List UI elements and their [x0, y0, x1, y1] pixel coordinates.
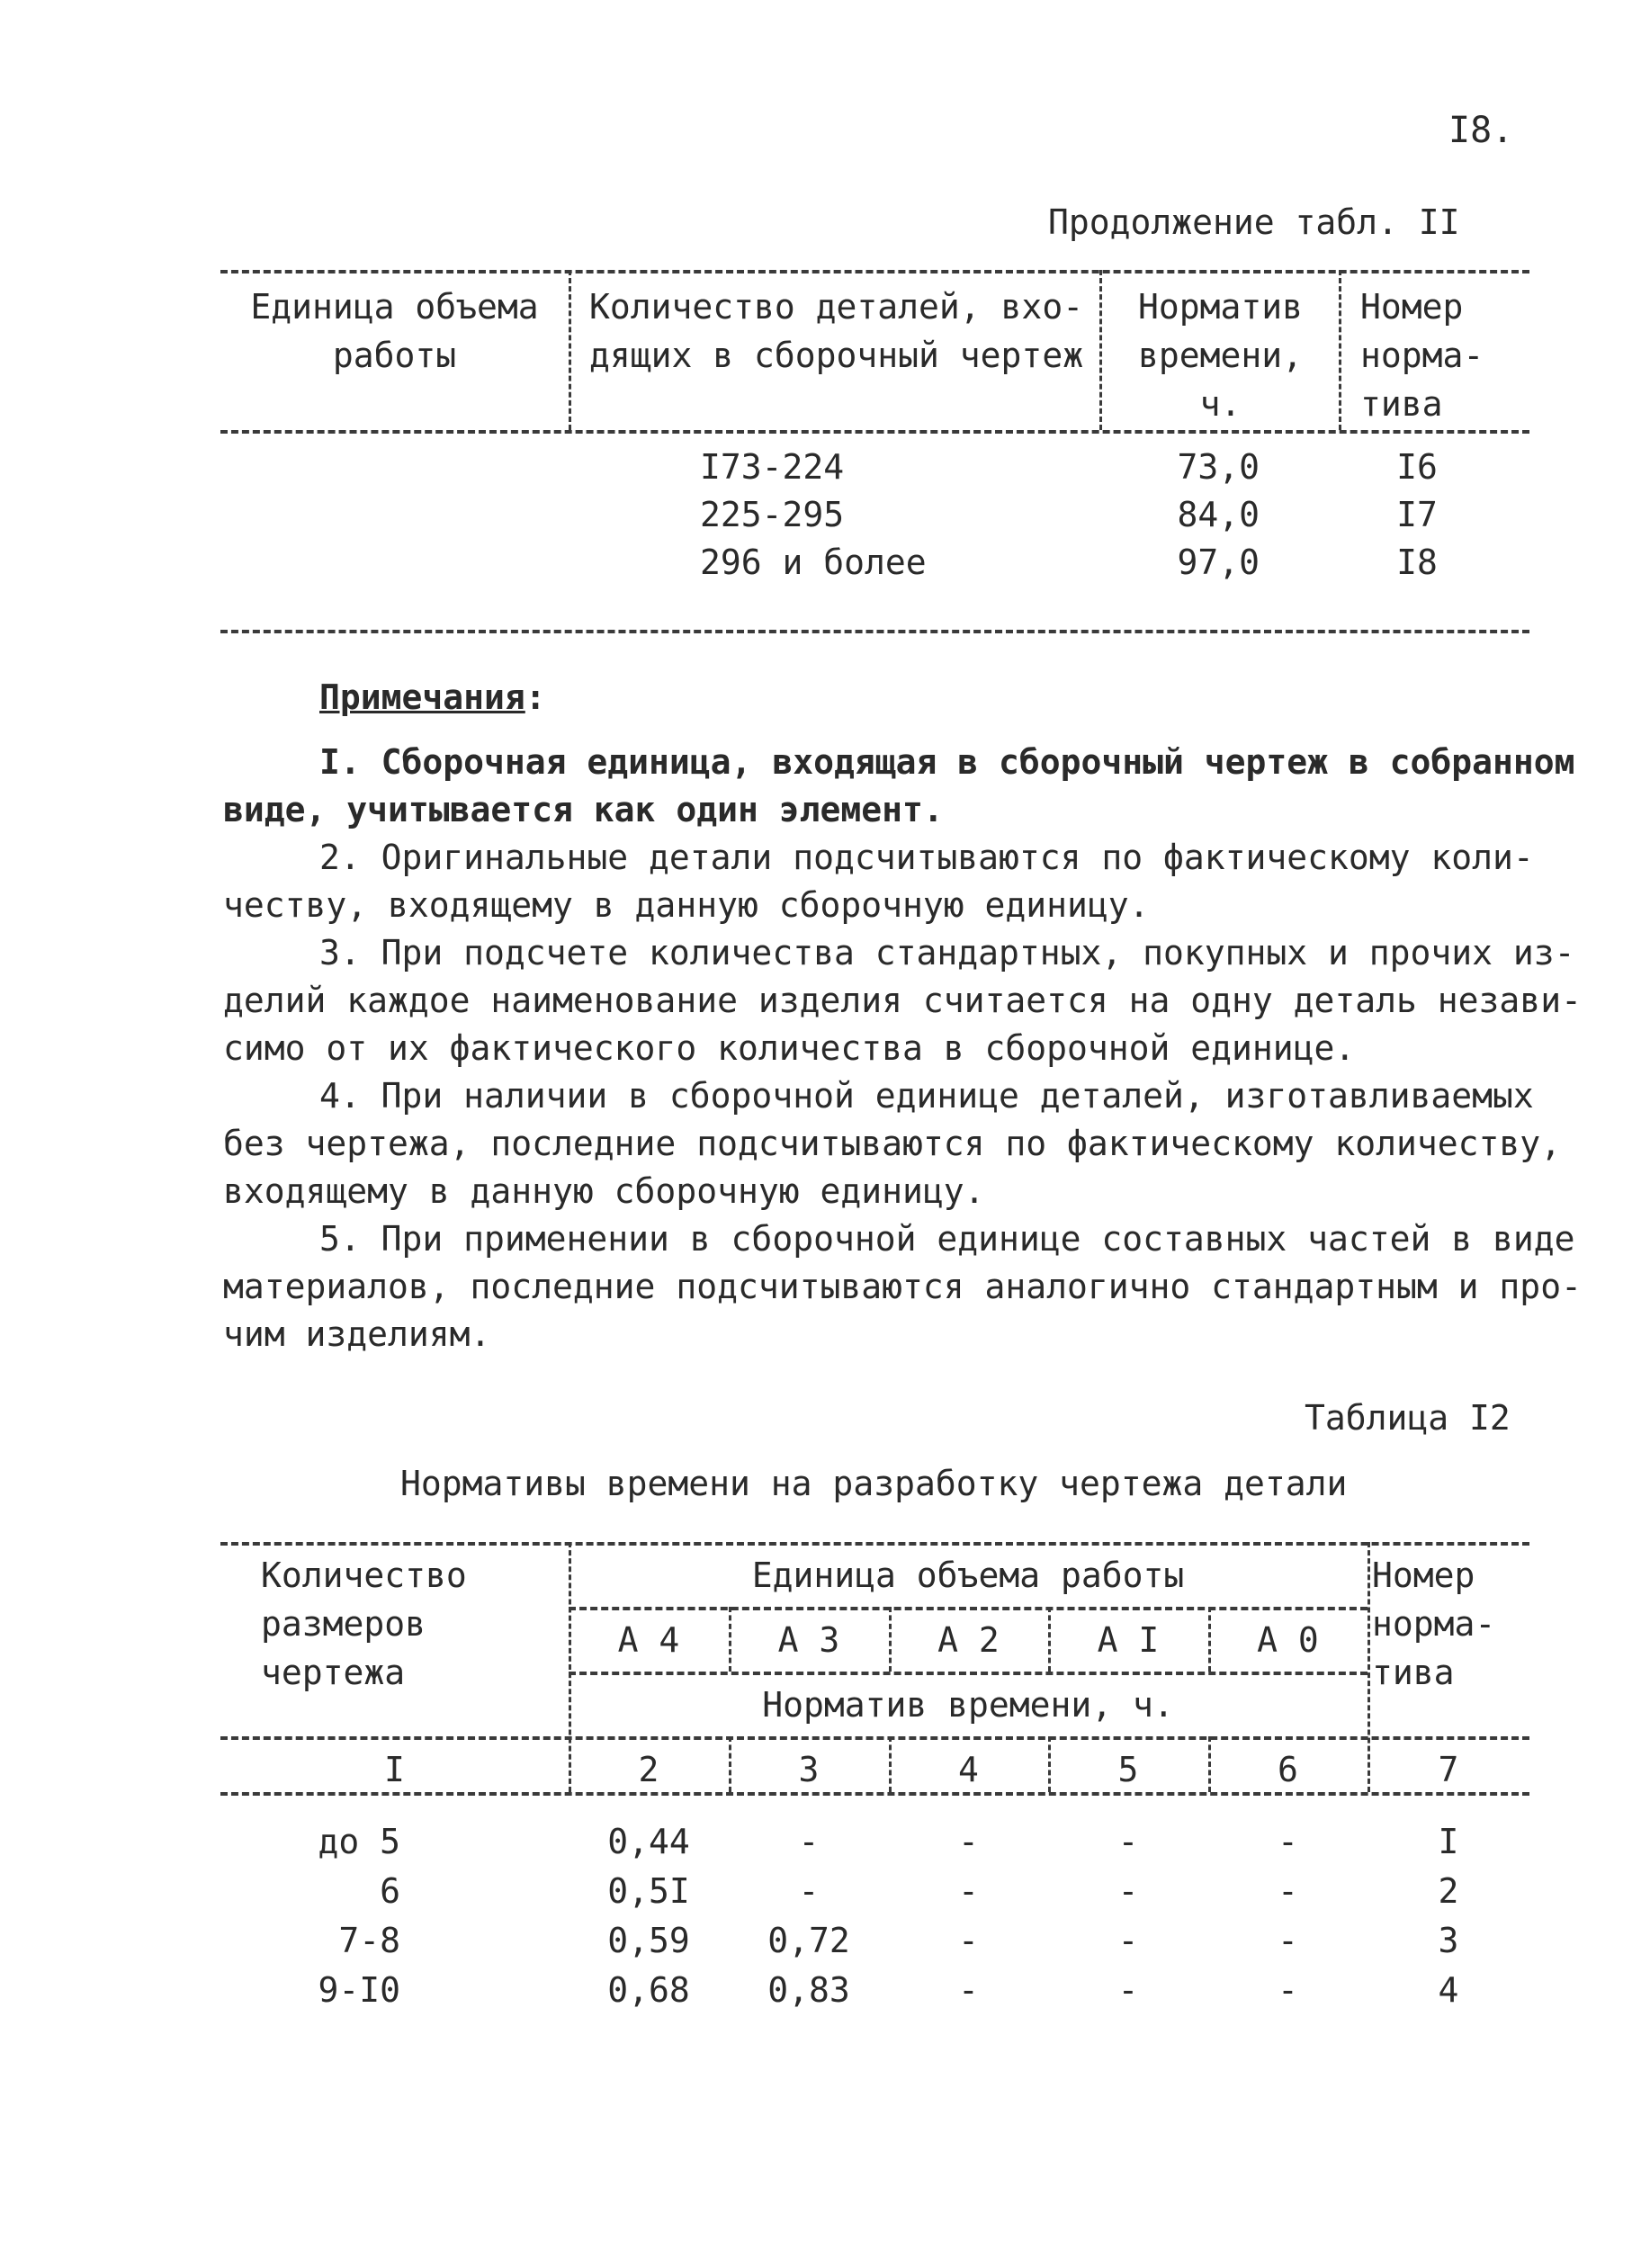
cell-a2: - — [958, 1970, 979, 2010]
cell-size: 6 — [380, 1871, 400, 1911]
table-rule — [569, 1607, 1368, 1610]
table-rule — [220, 630, 1529, 633]
header-count-line-1: Количество деталей, вхо- — [589, 287, 1084, 327]
note-line: материалов, последние подсчитываются аналогично стандартным и про- — [223, 1267, 1582, 1306]
header-unit-line-2: работы — [332, 336, 457, 375]
cell-num: 3 — [1438, 1921, 1459, 1960]
continuation-caption: Продолжение табл. II — [1048, 202, 1460, 242]
header-sizes-line-2: размеров — [261, 1604, 426, 1644]
header-sizes-line-3: чертежа — [261, 1653, 406, 1692]
header-count-line-2: дящих в сборочный чертеж — [589, 336, 1084, 375]
cell-a1: - — [1117, 1822, 1139, 1861]
page-number: I8. — [1448, 110, 1514, 151]
column-number: 5 — [1117, 1750, 1139, 1789]
header-sizes-line-1: Количество — [261, 1555, 467, 1595]
header-time-line-1: Норматив — [1137, 287, 1304, 327]
cell-a0: - — [1278, 1921, 1298, 1960]
note-line: чим изделиям. — [223, 1314, 491, 1354]
column-divider — [569, 270, 571, 430]
cell-a2: - — [958, 1871, 979, 1911]
cell-num: I7 — [1396, 495, 1438, 534]
header-num-line-1: Номер — [1360, 287, 1464, 327]
header-num-line-2: норма- — [1360, 336, 1484, 375]
cell-num: I6 — [1396, 447, 1438, 487]
header-format-a3: А 3 — [777, 1620, 840, 1660]
cell-a3: 0,72 — [767, 1921, 850, 1960]
cell-a1: - — [1117, 1871, 1139, 1911]
note-line: без чертежа, последние подсчитываются по фактическому количеству, — [223, 1124, 1562, 1163]
column-number: I — [384, 1750, 405, 1789]
header-num-line-3: тива — [1372, 1653, 1455, 1692]
cell-num: I8 — [1396, 542, 1438, 582]
cell-a3: - — [798, 1822, 820, 1861]
cell-a0: - — [1278, 1871, 1298, 1911]
cell-time: 97,0 — [1177, 542, 1260, 582]
table-rule — [220, 1736, 1529, 1740]
header-num-line-1: Номер — [1372, 1555, 1475, 1595]
header-num-line-2: норма- — [1372, 1604, 1496, 1644]
cell-count: 225-295 — [700, 495, 845, 534]
note-line: честву, входящему в данную сборочную единицу. — [223, 885, 1150, 925]
note-line: I. Сборочная единица, входящая в сборочный чертеж в собранном — [319, 742, 1575, 782]
column-number: 6 — [1278, 1750, 1298, 1789]
notes-title — [319, 677, 546, 717]
header-time-line-3: ч. — [1199, 384, 1242, 424]
note-line: 5. При применении в сборочной единице составных частей в виде — [319, 1219, 1575, 1259]
column-number: 2 — [638, 1750, 659, 1789]
header-num-line-3: тива — [1360, 384, 1443, 424]
note-line: виде, учитывается как один элемент. — [223, 790, 944, 829]
column-number: 7 — [1438, 1750, 1459, 1789]
cell-a2: - — [958, 1822, 979, 1861]
note-line: входящему в данную сборочную единицу. — [223, 1171, 985, 1211]
cell-count: I73-224 — [700, 447, 845, 487]
table-rule — [220, 1542, 1529, 1546]
cell-a1: - — [1117, 1970, 1139, 2010]
table-rule — [220, 430, 1529, 434]
notes-title-text: Примечания — [319, 677, 525, 717]
cell-a4: 0,59 — [607, 1921, 690, 1960]
note-line: 4. При наличии в сборочной единице деталей, изготавливаемых — [319, 1076, 1534, 1116]
cell-count: 296 и более — [700, 542, 927, 582]
header-time-line-2: времени, — [1137, 336, 1304, 375]
cell-size: 7-8 — [338, 1921, 400, 1960]
cell-a3: 0,83 — [767, 1970, 850, 2010]
column-number: 3 — [798, 1750, 820, 1789]
notes-title-colon: : — [525, 677, 546, 717]
cell-a4: 0,44 — [607, 1822, 690, 1861]
cell-size: 9-I0 — [318, 1970, 400, 2010]
header-format-a1: А I — [1097, 1620, 1160, 1660]
header-format-a2: А 2 — [937, 1620, 1000, 1660]
table-rule — [220, 270, 1529, 273]
note-line: делий каждое наименование изделия считается на одну деталь незави- — [223, 981, 1582, 1020]
header-unit-line-1: Единица объема — [250, 287, 539, 327]
column-divider — [1339, 270, 1341, 430]
cell-a0: - — [1278, 1822, 1298, 1861]
table-12-label: Таблица I2 — [1305, 1398, 1511, 1438]
cell-time: 84,0 — [1177, 495, 1260, 534]
header-format-a4: А 4 — [617, 1620, 680, 1660]
cell-time: 73,0 — [1177, 447, 1260, 487]
cell-size: до 5 — [318, 1822, 400, 1861]
cell-a3: - — [798, 1871, 820, 1911]
table-rule — [569, 1672, 1368, 1675]
header-norm-time: Норматив времени, ч. — [762, 1685, 1174, 1725]
table-rule — [220, 1792, 1529, 1796]
note-line: симо от их фактического количества в сборочной единице. — [223, 1028, 1356, 1068]
header-group: Единица объема работы — [751, 1555, 1185, 1595]
cell-a0: - — [1278, 1970, 1298, 2010]
cell-num: 4 — [1438, 1970, 1459, 2010]
cell-num: 2 — [1438, 1871, 1459, 1911]
header-format-a0: А 0 — [1257, 1620, 1319, 1660]
table-12-title: Нормативы времени на разработку чертежа детали — [400, 1464, 1348, 1503]
note-line: 3. При подсчете количества стандартных, покупных и прочих из- — [319, 933, 1575, 973]
cell-a4: 0,68 — [607, 1970, 690, 2010]
cell-a2: - — [958, 1921, 979, 1960]
column-number: 4 — [958, 1750, 979, 1789]
cell-num: I — [1438, 1822, 1459, 1861]
cell-a4: 0,5I — [607, 1871, 690, 1911]
cell-a1: - — [1117, 1921, 1139, 1960]
note-line: 2. Оригинальные детали подсчитываются по фактическому коли- — [319, 838, 1534, 877]
